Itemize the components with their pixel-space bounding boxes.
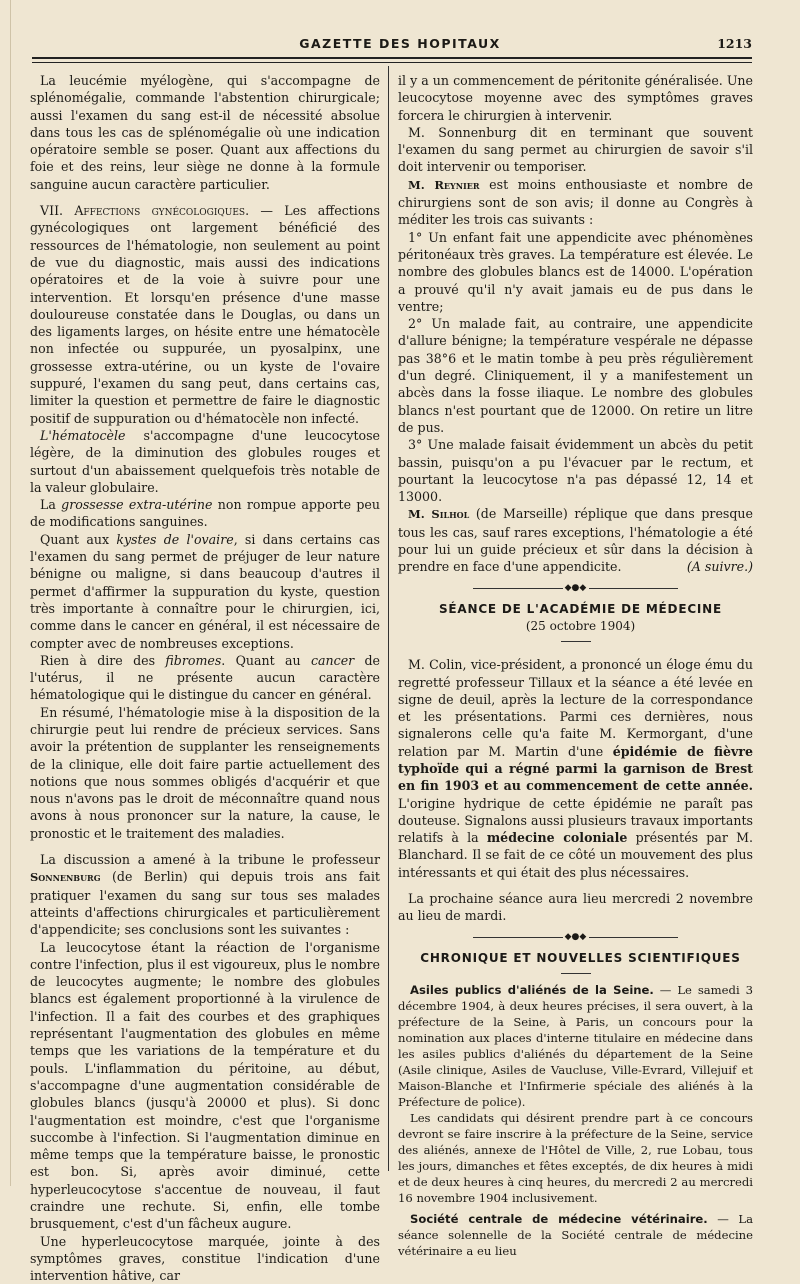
person-name: Sonnenburg bbox=[30, 870, 101, 885]
news-heading: Asiles publics d'aliénés de la Seine. bbox=[410, 982, 654, 997]
person-name: M. Silhol bbox=[408, 507, 470, 522]
paragraph: L'hématocèle s'accompagne d'une leucocytose légère, de la diminution des globules rouges et surtout d'un abaissement quelquefois très notable de la valeur globulaire. bbox=[30, 427, 380, 495]
news-heading: Société centrale de médecine vétérinaire. bbox=[410, 1211, 708, 1226]
to-be-continued: (A suivre.) bbox=[686, 559, 753, 575]
paragraph: M. Colin, vice-président, a prononcé un éloge ému du regretté professeur Tillaux et la séance a été levée en signe de deuil, après la lecture de la correspondance et les présentations. Parmi ces dernières, nous signalerons celle qu'a faite M. Kermorgant, d'une relation par M. Martin d'une épidémie de fièvre typhoïde qui a régné parmi la garnison de Brest en fin 1903 et au commencement de cette année. L'origine hydrique de cette épidémie ne paraît pas douteuse. Signalons aussi plusieurs travaux importants relatifs à la médecine coloniale présentés par M. Blanchard. Il se fait de ce côté un mouvement des plus intéressants et qui était des plus nécessaires. bbox=[398, 657, 753, 880]
paragraph: M. Reynier est moins enthousiaste et nombre de chirurgiens sont de son avis; il donne au Congrès à méditer les trois cas suivants : bbox=[398, 176, 753, 228]
binding-edge bbox=[10, 0, 11, 1186]
paragraph: En résumé, l'hématologie mise à la disposition de la chirurgie peut lui rendre de précieux services. Sans avoir la prétention de supplanter les renseignements de la clinique, elle doit faire partie actuellement des notions que nous sommes obligés d'acquérir et que nous n'avons pas le droit de méconnaître quand nous avons à nous prononcer sur la nature, la cause, le pronostic et le traitement des maladies. bbox=[30, 704, 380, 841]
short-rule bbox=[561, 973, 591, 974]
right-column bbox=[398, 72, 753, 1259]
paragraph: La prochaine séance aura lieu mercredi 2 novembre au lieu de mardi. bbox=[398, 891, 753, 924]
paragraph: 2° Un malade fait, au contraire, une appendicite d'allure bénigne; la température vespérale ne dépasse pas 38°6 et le matin tombe à peu près régulièrement d'un degré. Cliniquement, il y a manifestement un abcès dans la fosse iliaque. Le nombre des globules blancs n'est pourtant que de 12000. On retire un litre de pus. bbox=[398, 316, 753, 435]
header-rule-thick bbox=[32, 57, 752, 59]
paragraph: Rien à dire des fibromes. Quant au cancer de l'utérus, il ne présente aucun caractère hématologique qui le distingue du cancer en général. bbox=[30, 652, 380, 703]
paragraph: M. Sonnenburg dit en terminant que souvent l'examen du sang permet au chirurgien de savoir s'il doit intervenir ou temporiser. bbox=[398, 124, 753, 175]
section-title: CHRONIQUE ET NOUVELLES SCIENTIFIQUES bbox=[420, 950, 741, 965]
news-item: Asiles publics d'aliénés de la Seine. — Le samedi 3 décembre 1904, à deux heures précises, il sera ouvert, à la préfecture de la Seine, à Paris, un concours pour la nomination aux places d'interne titulaire en médecine dans les asiles publics d'aliénés du département de la Seine (Asile clinique, Asiles de Vaucluse, Ville-Evrard, Villejuif et Maison-Blanche et l'Infirmerie spéciale des aliénés à la Préfecture de police). bbox=[398, 982, 753, 1109]
paragraph: Une hyperleucocytose marquée, jointe à des symptômes graves, constitue l'indication d'une intervention hâtive, car bbox=[30, 1233, 380, 1284]
page-number: 1213 bbox=[717, 36, 752, 51]
paragraph: La leucémie myélogène, qui s'accompagne de splénomégalie, commande l'abstention chirurgicale; aussi l'examen du sang est-il de nécessité absolue dans tous les cas de splénomégalie où une indication opératoire semble se poser. Quant aux affections du foie et des reins, leur siège ne donne à la formule sanguine aucun caractère particulier. bbox=[30, 73, 380, 192]
paragraph: La grossesse extra-utérine non rompue apporte peu de modifications sanguines. bbox=[30, 497, 380, 530]
paragraph: M. Silhol (de Marseille) réplique que dans presque tous les cas, sauf rares exceptions, l'hématologie a été pour lui un guide précieux et sûr dans la décision à prendre en face d'une appendicite. (A suivre.) bbox=[398, 506, 753, 575]
paragraph: VII. Affections gynécologiques. — Les affections gynécologiques ont largement bénéficié des ressources de l'hématologie, non seulement au point de vue du diagnostic, mais aussi des indications opératoires et de la voie à suivre pour une intervention. Et lorsqu'en présence d'une masse douloureuse constatée dans le Douglas, ou dans un des ligaments larges, on hésite entre une hématocèle non infectée ou suppurée, un pyosalpinx, une grossesse extra-utérine, ou un kyste de l'ovaire suppuré, l'examen du sang peut, dans certains cas, limiter la question et permettre de faire le diagnostic positif de suppuration ou d'hématocèle non infecté. bbox=[30, 203, 380, 426]
news-item: Société centrale de médecine vétérinaire. — La séance solennelle de la Société centrale de médecine vétérinaire a eu lieu bbox=[398, 1211, 753, 1258]
running-header-title: GAZETTE DES HOPITAUX bbox=[299, 36, 501, 51]
news-item: Les candidats qui désirent prendre part à ce concours devront se faire inscrire à la préfecture de la Seine, service des aliénés, annexe de l'Hôtel de Ville, 2, rue Lobau, tous les jours, dimanches et fêtes exceptés, de dix heures à midi et de deux heures à cinq heures, du mercredi 2 au mercredi 16 novembre 1904 inclusivement. bbox=[398, 1110, 753, 1205]
paragraph: La leucocytose étant la réaction de l'organisme contre l'infection, plus il est vigoureux, plus le nombre de leucocytes augmente; le nombre des globules blancs est également proportionné à la virulence de l'infection. Il a fait des courbes et des graphiques représentant l'augmentation des globules en même temps que les variations de la température et du pouls. L'inflammation du péritoine, au début, s'accompagne d'une augmentation considérable de globules blancs (jusqu'à 20000 et plus). Si donc l'augmentation est moindre, c'est que l'organisme succombe à l'infection. Si l'augmentation diminue en même temps que la température baisse, le pronostic est bon. Si, après avoir diminué, cette hyperleucocytose s'accentue de nouveau, il faut craindre une rechute. Si, enfin, elle tombe brusquement, c'est d'un fâcheux augure. bbox=[30, 939, 380, 1232]
paragraph: Quant aux kystes de l'ovaire, si dans certains cas l'examen du sang permet de préjuger de leur nature bénigne ou maligne, si dans beaucoup d'autres il permet d'affirmer la suppuration du kyste, question très importante à connaître pour le chirurgien, ici, comme dans le cancer en général, il est nécessaire de compter avec de nombreuses exceptions. bbox=[30, 531, 380, 651]
section-ornament bbox=[398, 583, 753, 595]
short-rule bbox=[561, 641, 591, 642]
ornament-icon: ◆●◆ bbox=[563, 933, 589, 942]
paragraph: 3° Une malade faisait évidemment un abcès du petit bassin, puisqu'on a pu l'évacuer par le rectum, et pourtant la leucocytose n'a pas dépassé 12, 14 et 13000. bbox=[398, 437, 753, 505]
section-ornament bbox=[398, 932, 753, 944]
paragraph: 1° Un enfant fait une appendicite avec phénomènes péritonéaux très graves. La température est élevée. Le nombre des globules blancs est de 14000. L'opération a prouvé qu'il n'y avait jamais eu de pus dans le ventre; bbox=[398, 229, 753, 314]
column-divider bbox=[388, 66, 389, 1171]
person-name: M. Reynier bbox=[408, 177, 480, 192]
ornament-icon: ◆●◆ bbox=[563, 584, 589, 593]
left-column bbox=[30, 72, 380, 1284]
section-date: (25 octobre 1904) bbox=[525, 618, 636, 633]
section-heading: VII. Affections gynécologiques. bbox=[40, 203, 250, 219]
header-rule-thin bbox=[32, 62, 752, 63]
paragraph: il y a un commencement de péritonite généralisée. Une leucocytose moyenne avec des symptômes graves forcera le chirurgien à intervenir. bbox=[398, 73, 753, 123]
paragraph: La discussion a amené à la tribune le professeur Sonnenburg (de Berlin) qui depuis trois ans fait pratiquer l'examen du sang sur tous ses malades atteints d'affections chirurgicales et particulièrement d'appendicite; ses conclusions sont les suivantes : bbox=[30, 852, 380, 938]
news-items bbox=[398, 982, 753, 1259]
section-title: SÉANCE DE L'ACADÉMIE DE MÉDECINE bbox=[438, 601, 723, 616]
